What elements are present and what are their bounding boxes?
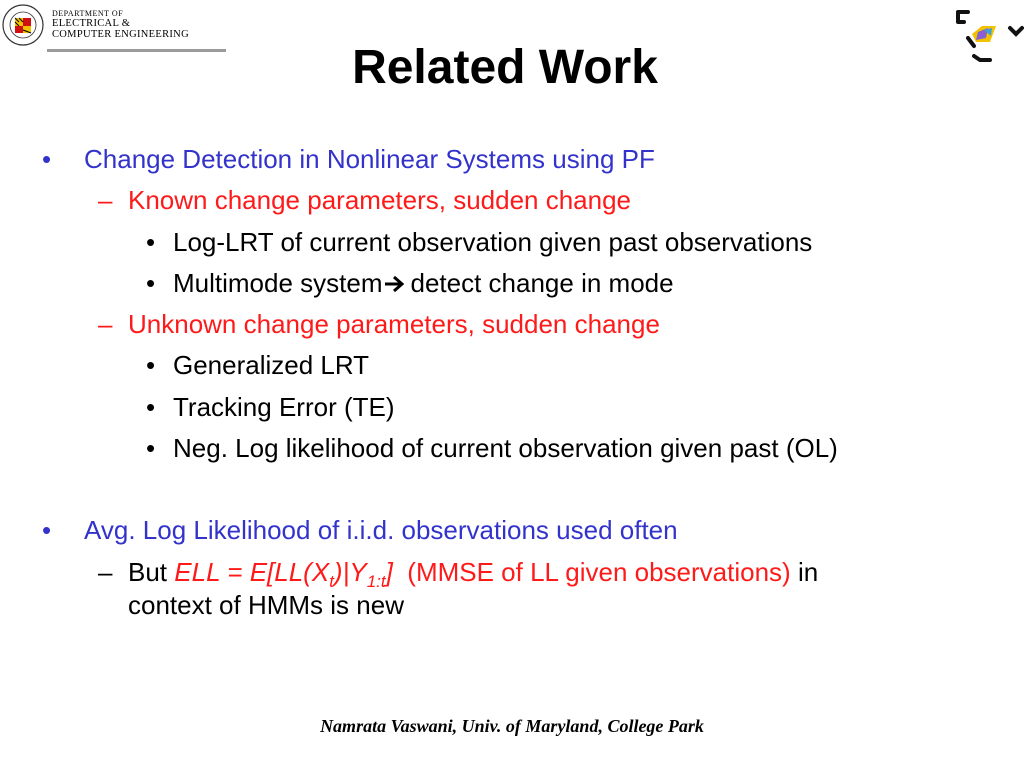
bullet-marker: • xyxy=(42,144,52,174)
arrow-right-icon xyxy=(383,274,407,294)
sub-1-text: Known change parameters, sudden change xyxy=(128,185,632,215)
dash-marker: – xyxy=(98,557,113,587)
department-line-2: ELECTRICAL & xyxy=(52,18,131,30)
item-neg-log-likelihood: Neg. Log likelihood of current observation given past (OL) xyxy=(173,433,838,463)
department-name xyxy=(52,10,189,40)
ell-formula-sub-1t: 1:t xyxy=(366,572,386,592)
sub-ell-line-2: context of HMMs is new xyxy=(128,590,404,620)
item-generalized-lrt: Generalized LRT xyxy=(173,350,370,380)
ell-formula-c: ] xyxy=(385,557,393,587)
bullet-marker: • xyxy=(146,433,156,463)
ell-formula-sub-t: t xyxy=(329,572,334,592)
sub-ell-suffix: in xyxy=(797,557,819,587)
bullet-2-text: Avg. Log Likelihood of i.i.d. observations used often xyxy=(84,515,678,545)
item-tracking-error: Tracking Error (TE) xyxy=(173,392,395,422)
sub-2-text: Unknown change parameters, sudden change xyxy=(128,309,660,339)
bullet-marker: • xyxy=(146,350,156,380)
ell-mmse-note: (MMSE of LL given observations) xyxy=(407,557,791,587)
footer-credit: Namrata Vaswani, Univ. of Maryland, College Park xyxy=(320,716,704,736)
item-multimode-text: Multimode system xyxy=(173,268,383,298)
dash-marker: – xyxy=(98,309,113,339)
sub-ell-prefix: But xyxy=(128,557,168,587)
bullet-marker: • xyxy=(146,268,156,298)
dash-marker: – xyxy=(98,185,113,215)
department-line-1: DEPARTMENT OF xyxy=(52,8,124,18)
sub-ell-line xyxy=(128,557,818,592)
ell-formula-a: ELL = E[LL(X xyxy=(174,557,330,587)
slide-title: Related Work xyxy=(352,41,658,94)
department-line-3: COMPUTER ENGINEERING xyxy=(52,29,189,41)
item-detect-change: detect change in mode xyxy=(410,268,674,298)
item-log-lrt: Log-LRT of current observation given past observations xyxy=(173,227,813,257)
bullet-marker: • xyxy=(146,392,156,422)
bullet-marker: • xyxy=(42,515,52,545)
bullet-marker: • xyxy=(146,227,156,257)
bullet-1-text: Change Detection in Nonlinear Systems using PF xyxy=(84,144,655,174)
ell-formula-b: )|Y xyxy=(333,557,367,587)
item-multimode xyxy=(173,268,674,299)
ell-formula xyxy=(174,557,393,592)
